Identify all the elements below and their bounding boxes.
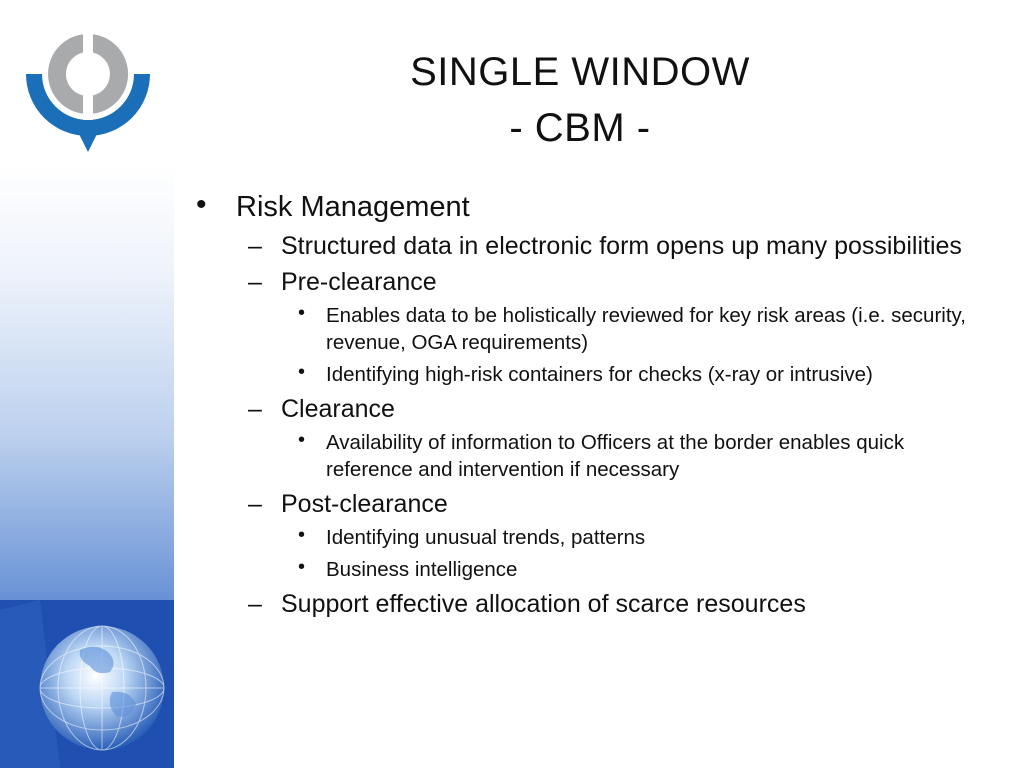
sub-sub-bullet: • Enables data to be holistically reviewed for key risk areas (i.e. security, revenue, OGA requirements) bbox=[298, 302, 966, 354]
dash-icon: – bbox=[248, 268, 262, 296]
title-line-1: SINGLE WINDOW bbox=[410, 50, 750, 94]
wco-logo-icon bbox=[22, 28, 154, 156]
sub-bullet-pre-clearance: – Pre-clearance bbox=[248, 268, 437, 296]
sub-bullet-clearance: – Clearance bbox=[248, 395, 395, 423]
sub-bullet-post-clearance: – Post-clearance bbox=[248, 490, 448, 518]
sub-bullet-allocation: – Support effective allocation of scarce resources bbox=[248, 590, 806, 618]
bullet-dot-icon: • bbox=[298, 429, 306, 451]
dash-icon: – bbox=[248, 590, 262, 618]
sub-sub-bullet: • Availability of information to Officers at the border enables quick reference and intervention if necessary bbox=[298, 429, 905, 481]
bullet-dot-icon: • bbox=[298, 302, 306, 324]
title-line-2: - CBM - bbox=[509, 106, 651, 150]
sub-sub-bullet: • Identifying high-risk containers for checks (x-ray or intrusive) bbox=[298, 361, 873, 386]
bullet-list bbox=[196, 188, 996, 624]
slide-title bbox=[330, 44, 830, 156]
dash-icon: – bbox=[248, 395, 262, 423]
bullet-dot-icon: • bbox=[298, 361, 306, 383]
bullet-dot-icon: • bbox=[298, 524, 306, 546]
sub-sub-bullet: • Business intelligence bbox=[298, 556, 518, 581]
dash-icon: – bbox=[248, 232, 262, 260]
bullet-dot-icon: • bbox=[298, 556, 306, 578]
bullet-dot-icon: • bbox=[196, 188, 207, 221]
sub-bullet-structured-data: – Structured data in electronic form opens up many possibilities bbox=[248, 232, 962, 260]
bullet-risk-management: • Risk Management bbox=[196, 188, 470, 223]
globe-icon bbox=[0, 600, 174, 768]
dash-icon: – bbox=[248, 490, 262, 518]
sub-sub-bullet: • Identifying unusual trends, patterns bbox=[298, 524, 646, 549]
